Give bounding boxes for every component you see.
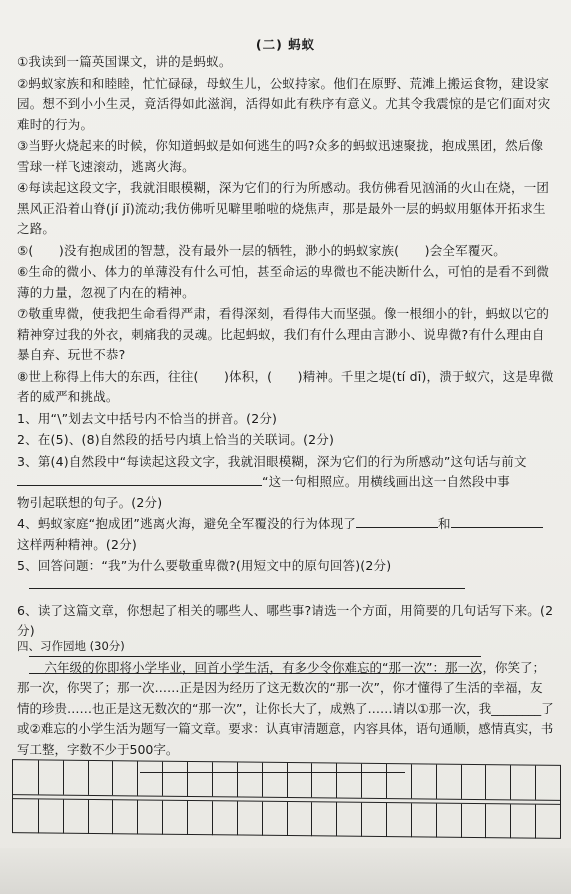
paragraph-2: ②蚂蚁家族和和睦睦，忙忙碌碌，母蚁生儿，公蚁持家。他们在原野、荒滩上搬运食物，建设家园。想不到小小生灵，竟活得如此滋润，活得如此有秩序有意义。尤其令我震惊的是它们面对灾难时的行为。 — [17, 75, 551, 132]
question-4-and: 和 — [438, 516, 451, 531]
composition-prompt: 六年级的你即将小学毕业，回首小学生活，有多少令你难忘的“那一次”：那一次，你笑了；那一次，你哭了；那一次……正是因为经历了这无数次的“那一次”，你才懂得了生活的幸福，友情的珍贵……也正是这无数次的“那一次”，让你长大了，成熟了……请以①那一次，我________了或②难忘的小学生活为题写一篇文章。要求：认真审清题意，内容具体，语句通顺，感情真实，书写工整，字数不少于500字。 — [17, 659, 554, 757]
grid-cell-divider — [311, 802, 312, 836]
question-1: 1、用“\”划去文中括号内不恰当的拼音。(2分) — [17, 410, 278, 426]
question-3-text: 3、第(4)自然段中“每读起这段文字，我就泪眼模糊，深为它们的行为所感动”这句话与前文 — [17, 453, 527, 469]
grid-cell-divider — [311, 763, 312, 797]
grid-cell-divider — [461, 765, 462, 799]
grid-cell-divider — [262, 763, 263, 797]
grid-cell-divider — [535, 805, 536, 839]
grid-cell-divider — [63, 800, 64, 834]
question-3-blank[interactable] — [17, 472, 262, 486]
composition-section — [17, 636, 554, 773]
grid-cell-divider — [510, 765, 511, 799]
grid-cell-divider — [485, 765, 486, 799]
grid-cell-divider — [287, 763, 288, 797]
grid-cell-divider — [336, 764, 337, 798]
grid-cell-divider — [112, 761, 113, 795]
grid-cell-divider — [38, 760, 39, 794]
grid-cell-divider — [411, 764, 412, 798]
grid-cell-divider — [510, 804, 511, 838]
answer-line-5[interactable] — [29, 588, 465, 589]
grid-cell-divider — [485, 804, 486, 838]
passage-title: (二) 蚂蚁 — [255, 37, 316, 52]
grid-cell-divider — [461, 804, 462, 838]
grid-cell-divider — [237, 801, 238, 835]
paragraph-1: ①我读到一篇英国课文，讲的是蚂蚁。 — [17, 54, 232, 69]
grid-cell-divider — [212, 801, 213, 835]
paragraph-5: ⑤( )没有抱成团的智慧，没有最外一层的牺牲，渺小的蚂蚁家族( )会全军覆灭。 — [17, 242, 506, 258]
grid-cell-divider — [162, 801, 163, 835]
grid-cell-divider — [287, 802, 288, 836]
grid-cell-divider — [63, 761, 64, 795]
grid-row-1 — [13, 760, 560, 801]
question-4-blank-2[interactable] — [451, 514, 543, 528]
grid-cell-divider — [436, 804, 437, 838]
grid-cell-divider — [137, 761, 138, 795]
grid-cell-divider — [386, 764, 387, 798]
question-4-blank-1[interactable] — [356, 514, 438, 528]
section-heading: 四、习作园地 (30分) — [17, 639, 125, 653]
reading-passage — [17, 52, 554, 674]
question-4-text: 4、蚂蚁家庭“抱成团”逃离火海，避免全军覆没的行为体现了 — [17, 516, 357, 531]
grid-cell-divider — [535, 766, 536, 800]
grid-cell-divider — [361, 764, 362, 798]
question-5: 5、回答问题：“我”为什么要敬重卑微?(用短文中的原句回答)(2分) — [17, 558, 392, 573]
grid-cell-divider — [88, 800, 89, 834]
grid-cell-divider — [187, 762, 188, 796]
grid-cell-divider — [361, 803, 362, 837]
paragraph-4: ④每读起这段文字，我就泪眼模糊，深为它们的行为所感动。我仿佛看见汹涌的火山在烧，一团黑风正沿着山脊(jí jǐ)流动;我仿佛听见噼里啪啦的烧焦声，那是最外一层的蚂蚁用躯体开拓求生之路。 — [17, 180, 550, 236]
paragraph-3: ③当野火烧起来的时候，你知道蚂蚁是如何逃生的吗?众多的蚂蚁迅速聚拢，抱成黑团，然后像雪球一样飞速滚动，逃离火海。 — [17, 138, 544, 174]
page-bottom-shadow — [0, 848, 571, 894]
question-3 — [17, 452, 554, 514]
grid-cell-divider — [88, 761, 89, 795]
grid-cell-divider — [336, 803, 337, 837]
question-2: 2、在(5)、(8)自然段的括号内填上恰当的关联词。(2分) — [17, 432, 335, 447]
grid-cell-divider — [137, 800, 138, 834]
grid-cell-divider — [162, 762, 163, 796]
grid-row-2 — [13, 798, 560, 839]
question-3-text-2: “这一句相照应。用横线画出这一自然段中事 — [262, 474, 510, 489]
grid-cell-divider — [262, 802, 263, 836]
paragraph-8: ⑧世上称得上伟大的东西，往往( )体积，( )精神。千里之堤(tí dī)，溃于蚁穴，这是卑微者的威严和挑战。 — [17, 368, 554, 404]
grid-cell-divider — [386, 803, 387, 837]
paragraph-7: ⑦敬重卑微，使我把生命看得严肃，看得深刻，看得伟大而坚强。像一根细小的针，蚂蚁以它的精神穿过我的外衣，刺痛我的灵魂。比起蚂蚁，我们有什么理由言渺小、说卑微?有什么理由自暴自弃、玩世不恭? — [17, 306, 550, 362]
grid-cell-divider — [237, 762, 238, 796]
grid-cell-divider — [38, 799, 39, 833]
grid-cell-divider — [187, 801, 188, 835]
question-4 — [17, 514, 554, 555]
grid-cell-divider — [411, 803, 412, 837]
grid-cell-divider — [436, 765, 437, 799]
grid-cell-divider — [112, 800, 113, 834]
question-3-text-3: 物引起联想的句子。(2分) — [17, 494, 163, 510]
question-6: 6、读了这篇文章，你想起了相关的哪些人、哪些事?请选一个方面，用简要的几句话写下来。(2分) — [17, 602, 554, 638]
grid-cell-divider — [212, 762, 213, 796]
writing-grid[interactable] — [12, 759, 561, 839]
paragraph-6: ⑥生命的微小、体力的单薄没有什么可怕，甚至命运的卑微也不能决断什么，可怕的是看不到微薄的力量，忽视了内在的精神。 — [17, 264, 550, 300]
question-4-text-2: 这样两种精神。(2分) — [17, 536, 137, 552]
